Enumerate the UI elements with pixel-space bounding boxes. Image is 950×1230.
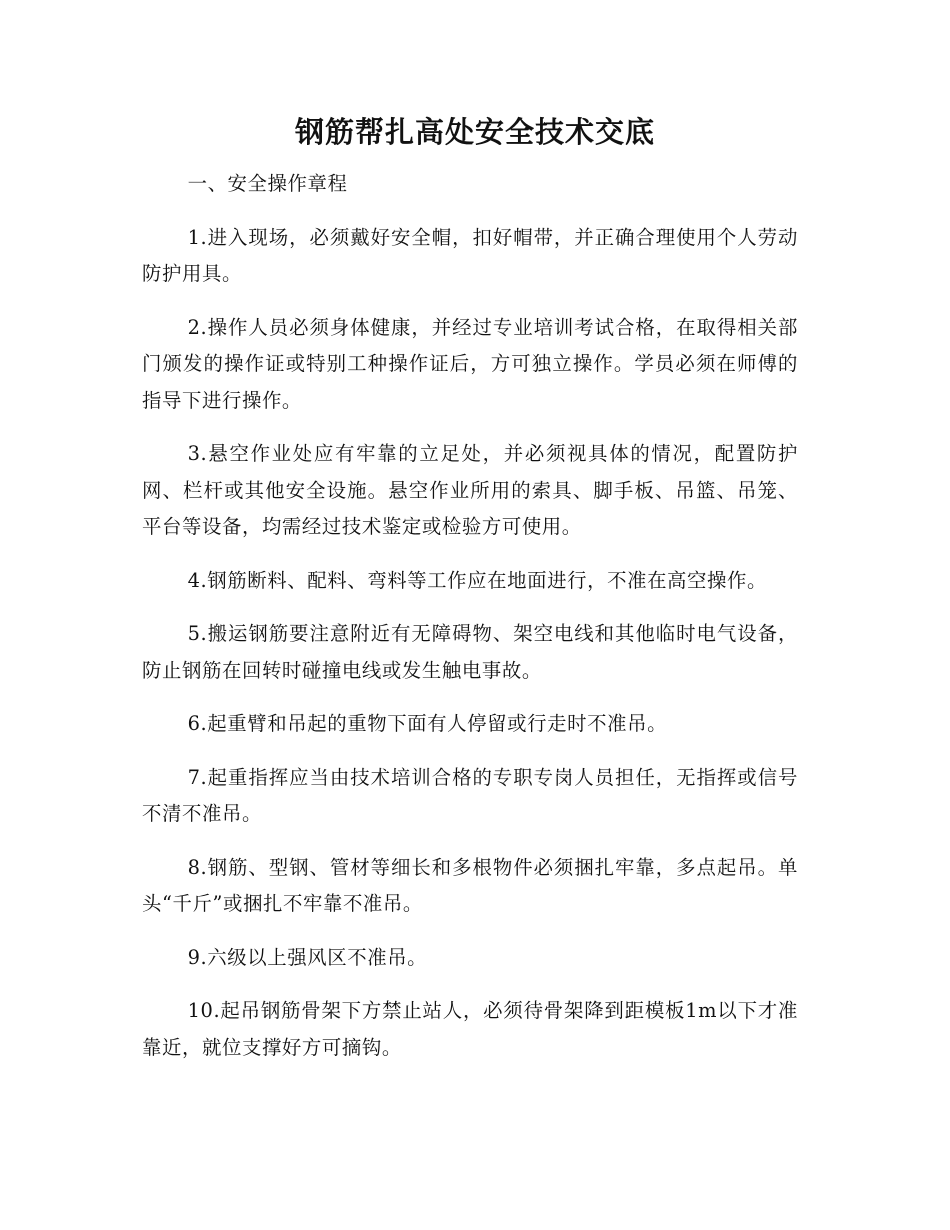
- paragraph-8: 8.钢筋、型钢、管材等细长和多根物件必须捆扎牢靠，多点起吊。单头“千斤”或捆扎不牢靠不准吊。: [142, 855, 798, 915]
- paragraph-5: 5.搬运钢筋要注意附近有无障碍物、架空电线和其他临时电气设备，防止钢筋在回转时碰撞电线或发生触电事故。: [142, 622, 798, 682]
- paragraph-3: 3.悬空作业处应有牢靠的立足处，并必须视具体的情况，配置防护网、栏杆或其他安全设施。悬空作业所用的索具、脚手板、吊篮、吊笼、平台等设备，均需经过技术鉴定或检验方可使用。: [142, 442, 798, 538]
- paragraph-6: 6.起重臂和吊起的重物下面有人停留或行走时不准吊。: [187, 712, 668, 735]
- document-title: 钢筋帮扎高处安全技术交底: [294, 115, 655, 149]
- paragraph-7: 7.起重指挥应当由技术培训合格的专职专岗人员担任，无指挥或信号不清不准吊。: [142, 765, 798, 825]
- paragraph-1: 1.进入现场，必须戴好安全帽，扣好帽带，并正确合理使用个人劳动防护用具。: [142, 225, 798, 285]
- section-heading: 一、安全操作章程: [187, 172, 348, 195]
- paragraph-4: 4.钢筋断料、配料、弯料等工作应在地面进行，不准在高空操作。: [187, 568, 768, 592]
- document-body: [142, 166, 798, 1083]
- paragraph-10: 10.起吊钢筋骨架下方禁止站人，必须待骨架降到距模板1m以下才准靠近，就位支撑好方可摘钩。: [142, 999, 798, 1059]
- paragraph-9: 9.六级以上强风区不准吊。: [187, 945, 428, 969]
- paragraph-2: 2.操作人员必须身体健康，并经过专业培训考试合格，在取得相关部门颁发的操作证或特别工种操作证后，方可独立操作。学员必须在师傅的指导下进行操作。: [142, 315, 798, 412]
